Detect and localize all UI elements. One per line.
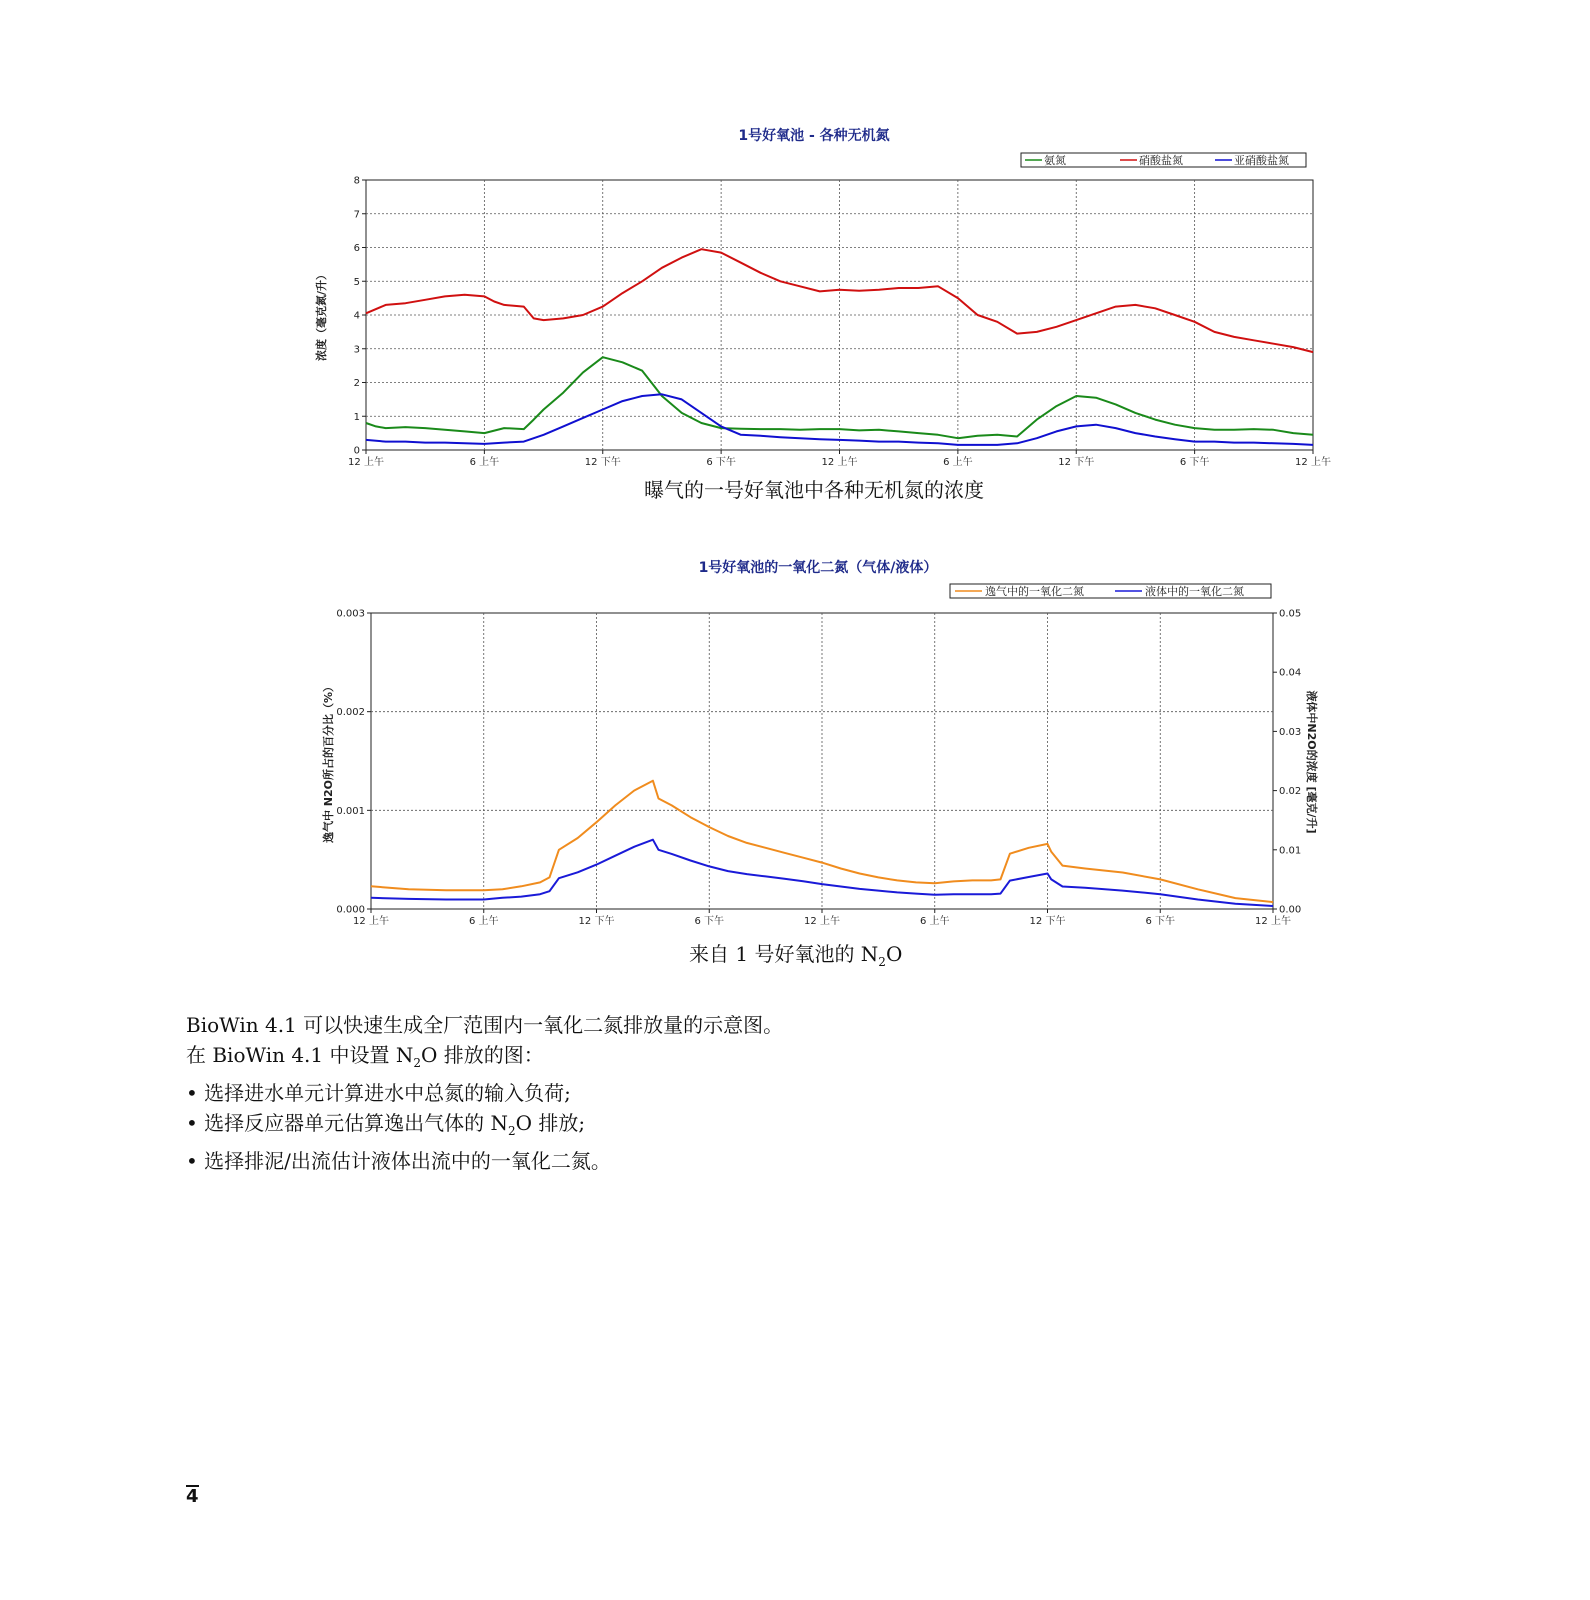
inorganic-nitrogen-chart — [0, 0, 1590, 500]
chart2-caption-prefix: 来自 1 号好氧池的 N — [689, 942, 879, 966]
body-bullet-3: • 选择排泥/出流估计液体出流中的一氧化二氮。 — [186, 1149, 611, 1173]
chart1-grid — [366, 180, 1313, 450]
body-bullet-2-sub: 2 — [508, 1124, 516, 1138]
y2-tick-label: 0.03 — [1279, 726, 1302, 738]
x-tick-label: 12 下午 — [578, 916, 615, 927]
y2-tick-label: 0.05 — [1279, 608, 1302, 620]
chart1-lines — [366, 249, 1313, 445]
chart2-x-ticks — [353, 909, 1291, 927]
chart1-caption: 曝气的一号好氧池中各种无机氮的浓度 — [644, 478, 984, 502]
x-tick-label: 6 下午 — [1145, 916, 1176, 927]
y-tick-label: 4 — [353, 310, 360, 322]
x-tick-label: 6 上午 — [919, 916, 950, 927]
chart1-legend-nitrite: 亚硝酸盐氮 — [1234, 154, 1289, 167]
chart1-legend-ammonia: 氨氮 — [1044, 154, 1066, 167]
x-tick-label: 12 上午 — [821, 457, 858, 468]
x-tick-label: 12 下午 — [584, 457, 621, 468]
chart2-y-ticks — [336, 609, 371, 916]
x-tick-label: 6 上午 — [943, 457, 973, 468]
chart1-y-axis-label: 浓度（毫克氮/升） — [315, 268, 328, 362]
chart2-lines — [371, 781, 1273, 906]
chart2-y-axis-label: 逸气中 N2O所占的百分比（%） — [322, 680, 335, 844]
x-tick-label: 12 下午 — [1058, 457, 1095, 468]
body-line-2 — [186, 1040, 783, 1078]
chart2-caption-sub: 2 — [878, 955, 886, 969]
body-line-2-suffix: O 排放的图： — [421, 1043, 544, 1067]
x-tick-label: 6 下午 — [706, 457, 736, 468]
y2-tick-label: 0.04 — [1279, 667, 1302, 679]
body-line-2-prefix: 在 BioWin 4.1 中设置 N — [186, 1043, 414, 1067]
y-tick-label: 0.001 — [336, 805, 365, 817]
page-number: 4 — [186, 1486, 199, 1507]
body-text — [186, 1010, 783, 1176]
y2-tick-label: 0.02 — [1279, 786, 1302, 798]
x-tick-label: 12 上午 — [1295, 457, 1331, 468]
chart2-y2-axis-label: 液体中N2O的浓度 [毫克/升] — [1305, 690, 1318, 834]
y-tick-label: 0.003 — [336, 608, 365, 620]
y2-tick-label: 0.00 — [1279, 904, 1302, 916]
chart1-title: 1号好氧池 - 各种无机氮 — [738, 128, 890, 144]
x-tick-label: 12 上午 — [1255, 916, 1291, 927]
y-tick-label: 3 — [353, 344, 360, 356]
y-tick-label: 7 — [353, 209, 360, 221]
chart2-y2-ticks — [1273, 609, 1301, 916]
y-tick-label: 0.002 — [336, 707, 365, 719]
body-line-1: BioWin 4.1 可以快速生成全厂范围内一氧化二氮排放量的示意图。 — [186, 1013, 784, 1037]
y-tick-label: 5 — [353, 276, 360, 288]
body-line-2-sub: 2 — [413, 1056, 421, 1070]
chart2-caption — [689, 938, 902, 969]
body-bullet-2-prefix: • 选择反应器单元估算逸出气体的 N — [186, 1111, 509, 1135]
y-tick-label: 1 — [353, 411, 360, 423]
chart1-y-ticks — [354, 176, 366, 457]
y-tick-label: 2 — [353, 378, 360, 389]
y2-tick-label: 0.01 — [1279, 845, 1302, 857]
chart1-legend-nitrate: 硝酸盐氮 — [1139, 154, 1183, 167]
y-tick-label: 0.000 — [336, 904, 365, 916]
body-bullet-2 — [186, 1108, 783, 1146]
x-tick-label: 12 上午 — [348, 457, 384, 468]
body-bullet-1: • 选择进水单元计算进水中总氮的输入负荷; — [186, 1081, 571, 1105]
y-tick-label: 8 — [353, 175, 360, 187]
chart2-title: 1号好氧池的一氧化二氮（气体/液体） — [698, 560, 938, 576]
x-tick-label: 6 上午 — [469, 457, 500, 468]
chart2-caption-suffix: O — [885, 942, 903, 966]
x-tick-label: 6 上午 — [468, 916, 499, 927]
y-tick-label: 0 — [353, 445, 360, 457]
x-tick-label: 6 下午 — [1179, 457, 1210, 468]
x-tick-label: 12 下午 — [1029, 916, 1066, 927]
chart2-legend-liquid: 液体中的一氧化二氮 — [1145, 585, 1244, 598]
chart2-legend-gas: 逸气中的一氧化二氮 — [985, 585, 1084, 598]
chart2-grid — [371, 613, 1273, 909]
y-tick-label: 6 — [353, 243, 360, 254]
chart1-x-ticks — [348, 450, 1331, 468]
x-tick-label: 12 上午 — [804, 916, 840, 927]
x-tick-label: 6 下午 — [694, 916, 725, 927]
x-tick-label: 12 上午 — [353, 916, 389, 927]
body-bullet-2-suffix: O 排放; — [515, 1111, 586, 1135]
